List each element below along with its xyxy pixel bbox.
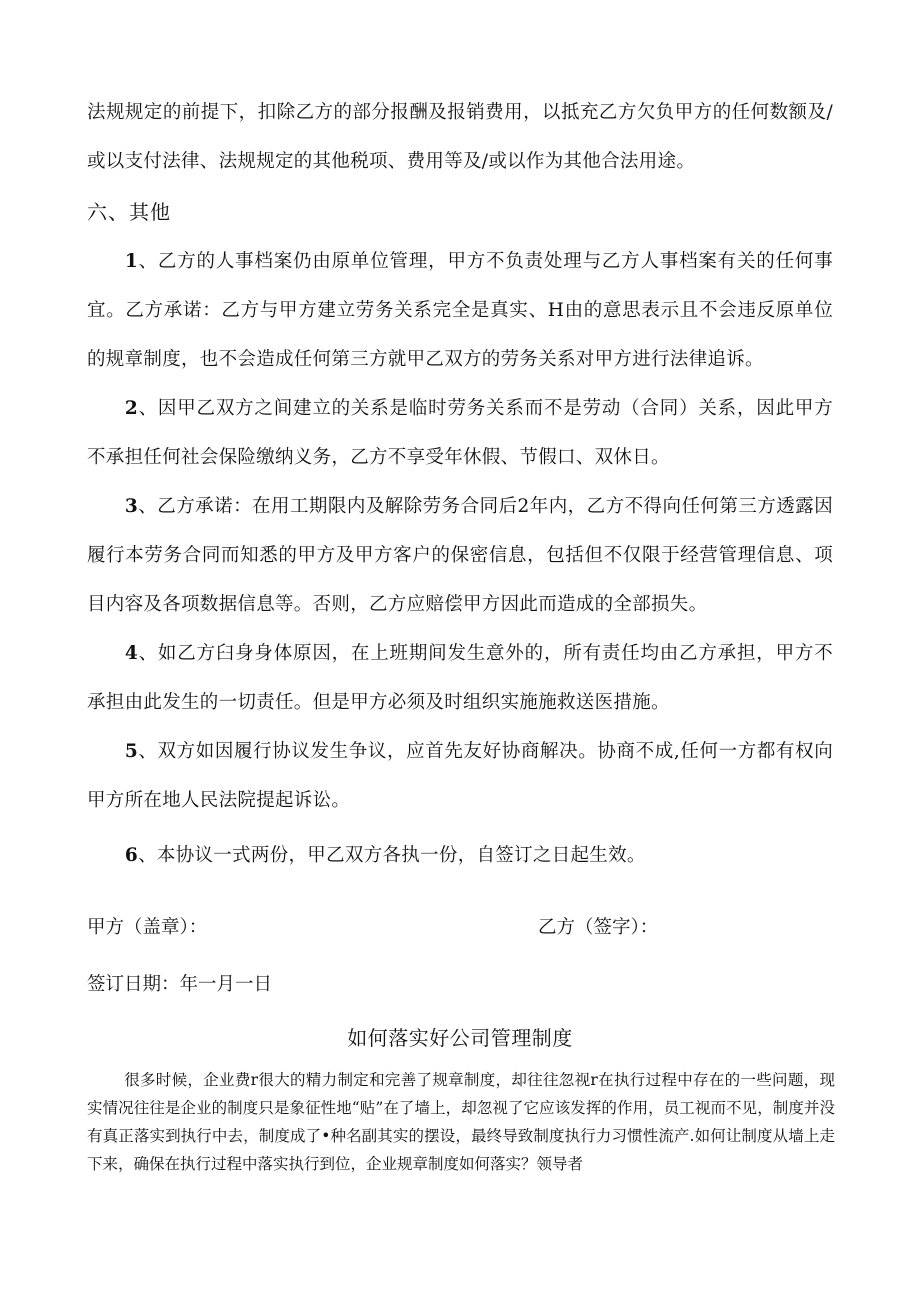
clause-number: 2 <box>124 398 139 419</box>
clause-text: 、双方如因履行协议发生争议，应首先友好协商解决。协商不成,任何一方都有权向甲方所在地人民法院提起诉讼。 <box>87 741 833 811</box>
party-b-signature-label: 乙方（签字）： <box>538 917 659 938</box>
clause-1 <box>87 237 833 384</box>
clause-text: 、如乙方臼身身体原因，在上班期间发生意外的，所有责任均由乙方承担，甲方不承担由此发生的一切责任。但是甲方必须及时组织实施施救送医措施。 <box>87 643 833 713</box>
clause-2 <box>87 384 833 482</box>
signing-date-label: 签订日期：年一月一日 <box>87 974 273 995</box>
clause-text: 、因甲乙双方之间建立的关系是临时劳务关系而不是劳动（合同）关系，因此甲方不承担任何社会保险缴纳义务，乙方不享受年休假、节假口、双休日。 <box>87 398 833 468</box>
signature-row <box>87 913 833 953</box>
contract-text <box>87 88 833 880</box>
section-heading: 六、其他 <box>87 200 171 224</box>
clause-6 <box>87 831 833 880</box>
clause-text: 、本协议一式两份，甲乙双方各执一份，自签订之日起生效。 <box>138 845 646 866</box>
clause-text: 、乙方的人事档案仍由原单位管理，甲方不负责处理与乙方人事档案有关的任何事宜。乙方承诺：乙方与甲方建立劳务关系完全是真实、H由的意思表示且不会违反原单位的规章制度，也不会造成任何第三方就甲乙双方的劳务关系对甲方进行法律追诉。 <box>87 251 833 370</box>
intro-paragraph: 法规规定的前提下，扣除乙方的部分报酬及报销费用，以抵充乙方欠负甲方的任何数额及/或以支付法律、法规规定的其他税项、费用等及/或以作为其他合法用途。 <box>87 102 833 172</box>
clause-number: 6 <box>124 845 139 866</box>
clause-number: 4 <box>124 643 139 664</box>
clause-text: 、乙方承诺：在用工期限内及解除劳务合同后2年内，乙方不得向任何第三方透露因履行本劳务合同而知悉的甲方及甲方客户的保密信息，包括但不仅限于经营管理信息、项目内容及各项数据信息等。否则，乙方应赔偿甲方因此而造成的全部损失。 <box>87 496 833 615</box>
article-body: 很多时候，企业费r很大的精力制定和完善了规章制度，却往往忽视r在执行过程中存在的一些问题，现实情况往往是企业的制度只是象征性地“贴”在了墙上，却忽视了它应该发挥的作用，员工视而不见，制度并没有真正落实到执行中去，制度成了•种名副其实的摆设，最终导致制度执行力习惯性流产.如何让制度从墙上走下来，确保在执行过程中落实执行到位，企业规章制度如何落实？领导者 <box>87 1071 835 1173</box>
party-a-signature-label: 甲方（盖章）： <box>87 917 208 938</box>
clause-4 <box>87 629 833 727</box>
article-title: 如何落实好公司管理制度 <box>347 1026 573 1050</box>
clause-number: 5 <box>124 741 139 762</box>
clause-number: 3 <box>124 496 139 517</box>
clause-3 <box>87 482 833 629</box>
clause-number: 1 <box>124 251 139 272</box>
clause-5 <box>87 727 833 825</box>
